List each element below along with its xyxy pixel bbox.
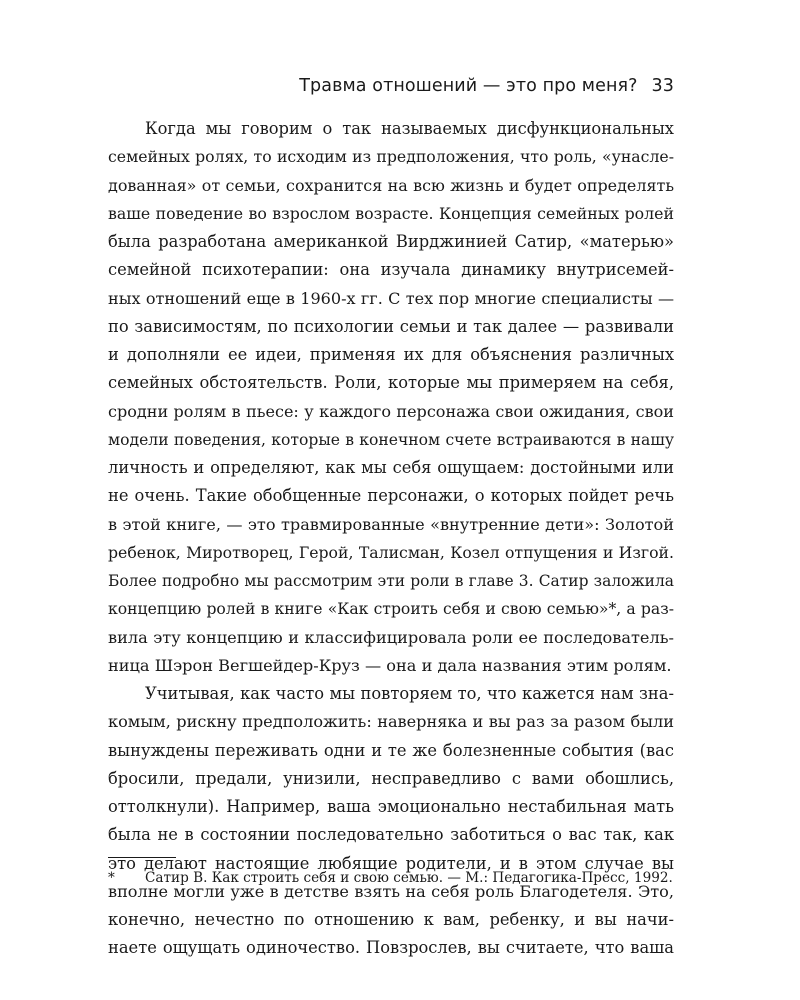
footnote [108,868,674,888]
text-line: была не в состоянии последовательно заботиться о вас так, как [108,825,674,845]
text-line: семейной психотерапии: она изучала динамику внутрисемей- [108,260,674,280]
text-line: Учитывая, как часто мы повторяем то, что кажется нам зна- [145,684,674,703]
chapter-title: Травма отношений — это про меня? [299,76,638,96]
text-line: вила эту концепцию и классифицировала роли ее последователь- [108,627,674,647]
text-line: ница Шэрон Вегшейдер-Круз — она и дала названия этим ролям. [108,655,672,675]
text-line: концепцию ролей в книге «Как строить себя и свою семью»*, а раз- [108,600,674,619]
footnote-text: Сатир В. Как строить себя и свою семью. — М.: Педагогика-Пресс, 1992. [145,870,673,886]
text-line: оттолкнули). Например, ваша эмоционально нестабильная мать [108,797,674,816]
text-line: Более подробно мы рассмотрим эти роли в главе 3. Сатир заложила [108,572,674,590]
footnote-divider [108,857,176,858]
text-line: вполне могли уже в детстве взять на себя роль Благодетеля. Это, [108,881,674,901]
text-line: ребенок, Миротворец, Герой, Талисман, Козел отпущения и Изгой. [108,542,674,562]
text-line: это делают настоящие любящие родители, и в этом случае вы [108,853,674,873]
text-line: была разработана американкой Вирджинией Сатир, «матерью» [108,232,674,251]
text-line: семейных обстоятельств. Роли, которые мы примеряем на себя, [108,373,674,393]
text-line: по зависимостям, по психологии семьи и так далее — развивали [108,316,674,336]
text-line: бросили, предали, унизили, несправедливо с вами обошлись, [108,768,674,788]
text-line: Когда мы говорим о так называемых дисфункциональных [145,119,674,138]
footnote-marker: * [108,870,115,886]
text-line: личность и определяют, как мы себя ощущаем: достойными или [108,458,674,477]
text-line: модели поведения, которые в конечном счете встраиваются в нашу [108,430,674,449]
text-line: в этой книге, — это травмированные «внутренние дети»: Золотой [108,514,674,534]
text-line: ваше поведение во взрослом возрасте. Концепция семейных ролей [108,203,674,223]
text-line: комым, рискну предположить: наверняка и вы раз за разом были [108,712,674,732]
text-line: конечно, нечестно по отношению к вам, ребенку, и вы начи- [108,910,674,929]
text-line: вынуждены переживать одни и те же болезненные события (вас [108,740,674,760]
text-line: ных отношений еще в 1960-х гг. С тех пор многие специалисты — [108,288,674,308]
body-text [108,115,674,963]
text-line: и дополняли ее идеи, применяя их для объяснения различных [108,345,674,364]
running-head [299,76,674,96]
text-line: дованная» от семьи, сохранится на всю жизнь и будет определять [108,175,674,195]
text-line: сродни ролям в пьесе: у каждого персонажа свои ожидания, свои [108,401,674,421]
text-line: не очень. Такие обобщенные персонажи, о которых пойдет речь [108,486,674,506]
text-line: семейных ролях, то исходим из предположения, что роль, «унасле- [108,147,674,167]
text-line: наете ощущать одиночество. Повзрослев, вы считаете, что ваша [108,938,674,958]
page-number: 33 [651,76,674,96]
